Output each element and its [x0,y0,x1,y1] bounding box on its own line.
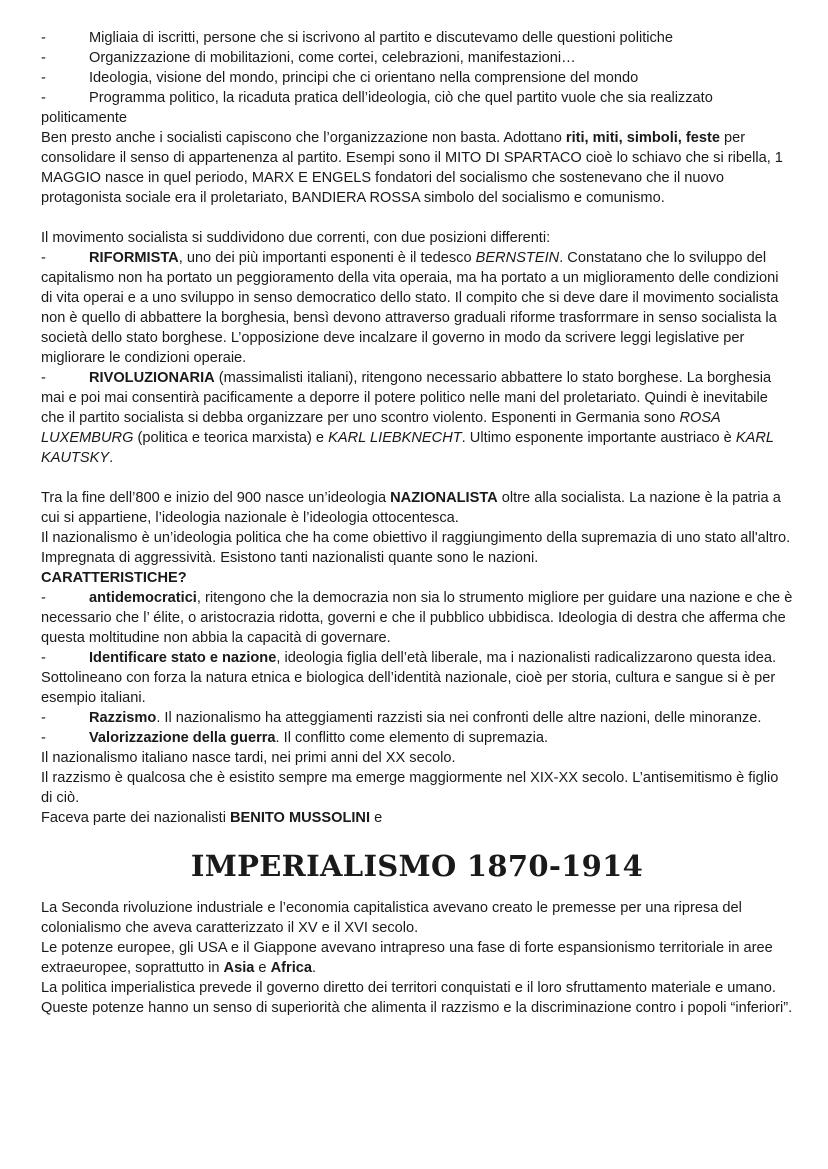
bullet-dash: - [41,50,46,66]
bullet-dash: - [41,70,46,86]
paragraph-mussolini: Faceva parte dei nazionalisti BENITO MUSSOLINI e [41,810,383,826]
bullet-dash: - [41,370,46,386]
list-item: - Migliaia di iscritti, persone che si iscrivono al partito e discutevamo delle questioni politiche [41,30,674,46]
paragraph-socialisti: Ben presto anche i socialisti capiscono che l’organizzazione non basta. Adottano riti, miti, simboli, feste per consolidare il senso di appartenenza al partito. Esempi sono il MITO DI SPARTACO cioè lo schiavo che si ribella, 1 MAGGIO nasce in quel periodo, MARX E ENGELS fondatori del socialismo che sostenevano che il nuovo protagonista sociale era il proletariato, BANDIERA ROSSA simbolo del socialismo e comunismo. [41,130,783,206]
bullet-dash: - [41,90,46,106]
paragraph-imperialismo-2: Le potenze europee, gli USA e il Giappone avevano intrapreso una fase di forte espansionismo territoriale in aree extraeuropee, soprattutto in Asia e Africa. [41,940,773,976]
bullet-dash: - [41,730,46,746]
section-heading-imperialismo: IMPERIALISMO 1870-1914 [190,849,644,883]
paragraph-nazionalismo: Tra la fine dell’800 e inizio del 900 nasce un’ideologia NAZIONALISTA oltre alla socialista. La nazione è la patria a cui si appartiene, l’ideologia nazionale è l’ideologia ottocentesca. [41,490,781,526]
list-item: - Programma politico, la ricaduta pratica dell’ideologia, ciò che quel partito vuole che sia realizzato politicamente [41,90,713,126]
list-item: - Razzismo. Il nazionalismo ha atteggiamenti razzisti sia nei confronti delle altre nazioni, delle minoranze. [41,710,762,726]
document-page [41,28,793,1018]
list-item: - Valorizzazione della guerra. Il conflitto come elemento di supremazia. [41,730,549,746]
list-item: - Organizzazione di mobilitazioni, come cortei, celebrazioni, manifestazioni… [41,50,576,66]
list-item: - Ideologia, visione del mondo, principi che ci orientano nella comprensione del mondo [41,70,639,86]
paragraph-nazionalismo-italiano: Il nazionalismo italiano nasce tardi, nei primi anni del XX secolo. [41,750,456,766]
paragraph-correnti: Il movimento socialista si suddividono due correnti, con due posizioni differenti: [41,230,551,246]
list-item: - Identificare stato e nazione, ideologia figlia dell’età liberale, ma i nazionalisti radicalizzarono questa idea. Sottolineano con forza la natura etnica e biologica dell’identità nazionale, cioè per storia, cultura e sangue si è per esempio italiani. [41,650,777,706]
paragraph-nazionalismo-def: Il nazionalismo è un’ideologia politica che ha come obiettivo il raggiungimento della supremazia di uno stato all'altro. Impregnata di aggressività. Esistono tanti nazionalisti quante sono le nazioni. [41,530,791,566]
paragraph-razzismo: Il razzismo è qualcosa che è esistito sempre ma emerge maggiormente nel XIX-XX secolo. L’antisemitismo è figlio di ciò. [41,770,779,806]
bullet-dash: - [41,710,46,726]
list-item: - antidemocratici, ritengono che la democrazia non sia lo strumento migliore per guidare una nazione e che è necessario che l’ élite, o aristocrazia ridotta, governi e che il pubblico ubbidisca. Ideologia di destra che afferma che questa moltitudine non abbia la capacità di governare. [41,590,793,646]
list-item-riformista: - RIFORMISTA, uno dei più importanti esponenti è il tedesco BERNSTEIN. Constatano che lo sviluppo del capitalismo non ha portato un peggioramento della vita operaia, ma ha portato a un miglioramento delle condizioni di vita operai e a uno sviluppo in senso democratico dello stato. Il compito che si deve dare il movimento socialista non è quello di abbattere la borghesia, bensì devono attraverso graduali riforme trasforrmare in senso socialista la società dello stato borghese. L’opposizione deve incalzare il governo in modo da scrivere leggi legislative per migliorare le condizioni operaie. [41,250,779,366]
paragraph-imperialismo-1: La Seconda rivoluzione industriale e l’economia capitalistica avevano creato le premesse per una ripresa del colonialismo che aveva caratterizzato il XV e il XVI secolo. [41,900,742,936]
list-item-rivoluzionaria: - RIVOLUZIONARIA (massimalisti italiani), ritengono necessario abbattere lo stato borghese. La borghesia mai e poi mai consentirà pacificamente a deporre il potere politico nelle mani del proletariato. Quindi è inevitabile che il partito socialista si debba organizzare per uno scontro violento. Esponenti in Germania sono ROSA LUXEMBURG (politica e teorica marxista) e KARL LIEBKNECHT. Ultimo esponente importante austriaco è KARL KAUTSKY. [41,370,774,466]
bullet-dash: - [41,250,46,266]
bullet-dash: - [41,590,46,606]
paragraph-imperialismo-3: La politica imperialistica prevede il governo diretto dei territori conquistati e il loro sfruttamento materiale e umano. Queste potenze hanno un senso di superiorità che alimenta il razzismo e la discriminazione contro i popoli “inferiori”. [41,980,793,1016]
caratteristiche-heading: CARATTERISTICHE? [41,570,187,586]
bullet-dash: - [41,30,46,46]
bullet-dash: - [41,650,46,666]
